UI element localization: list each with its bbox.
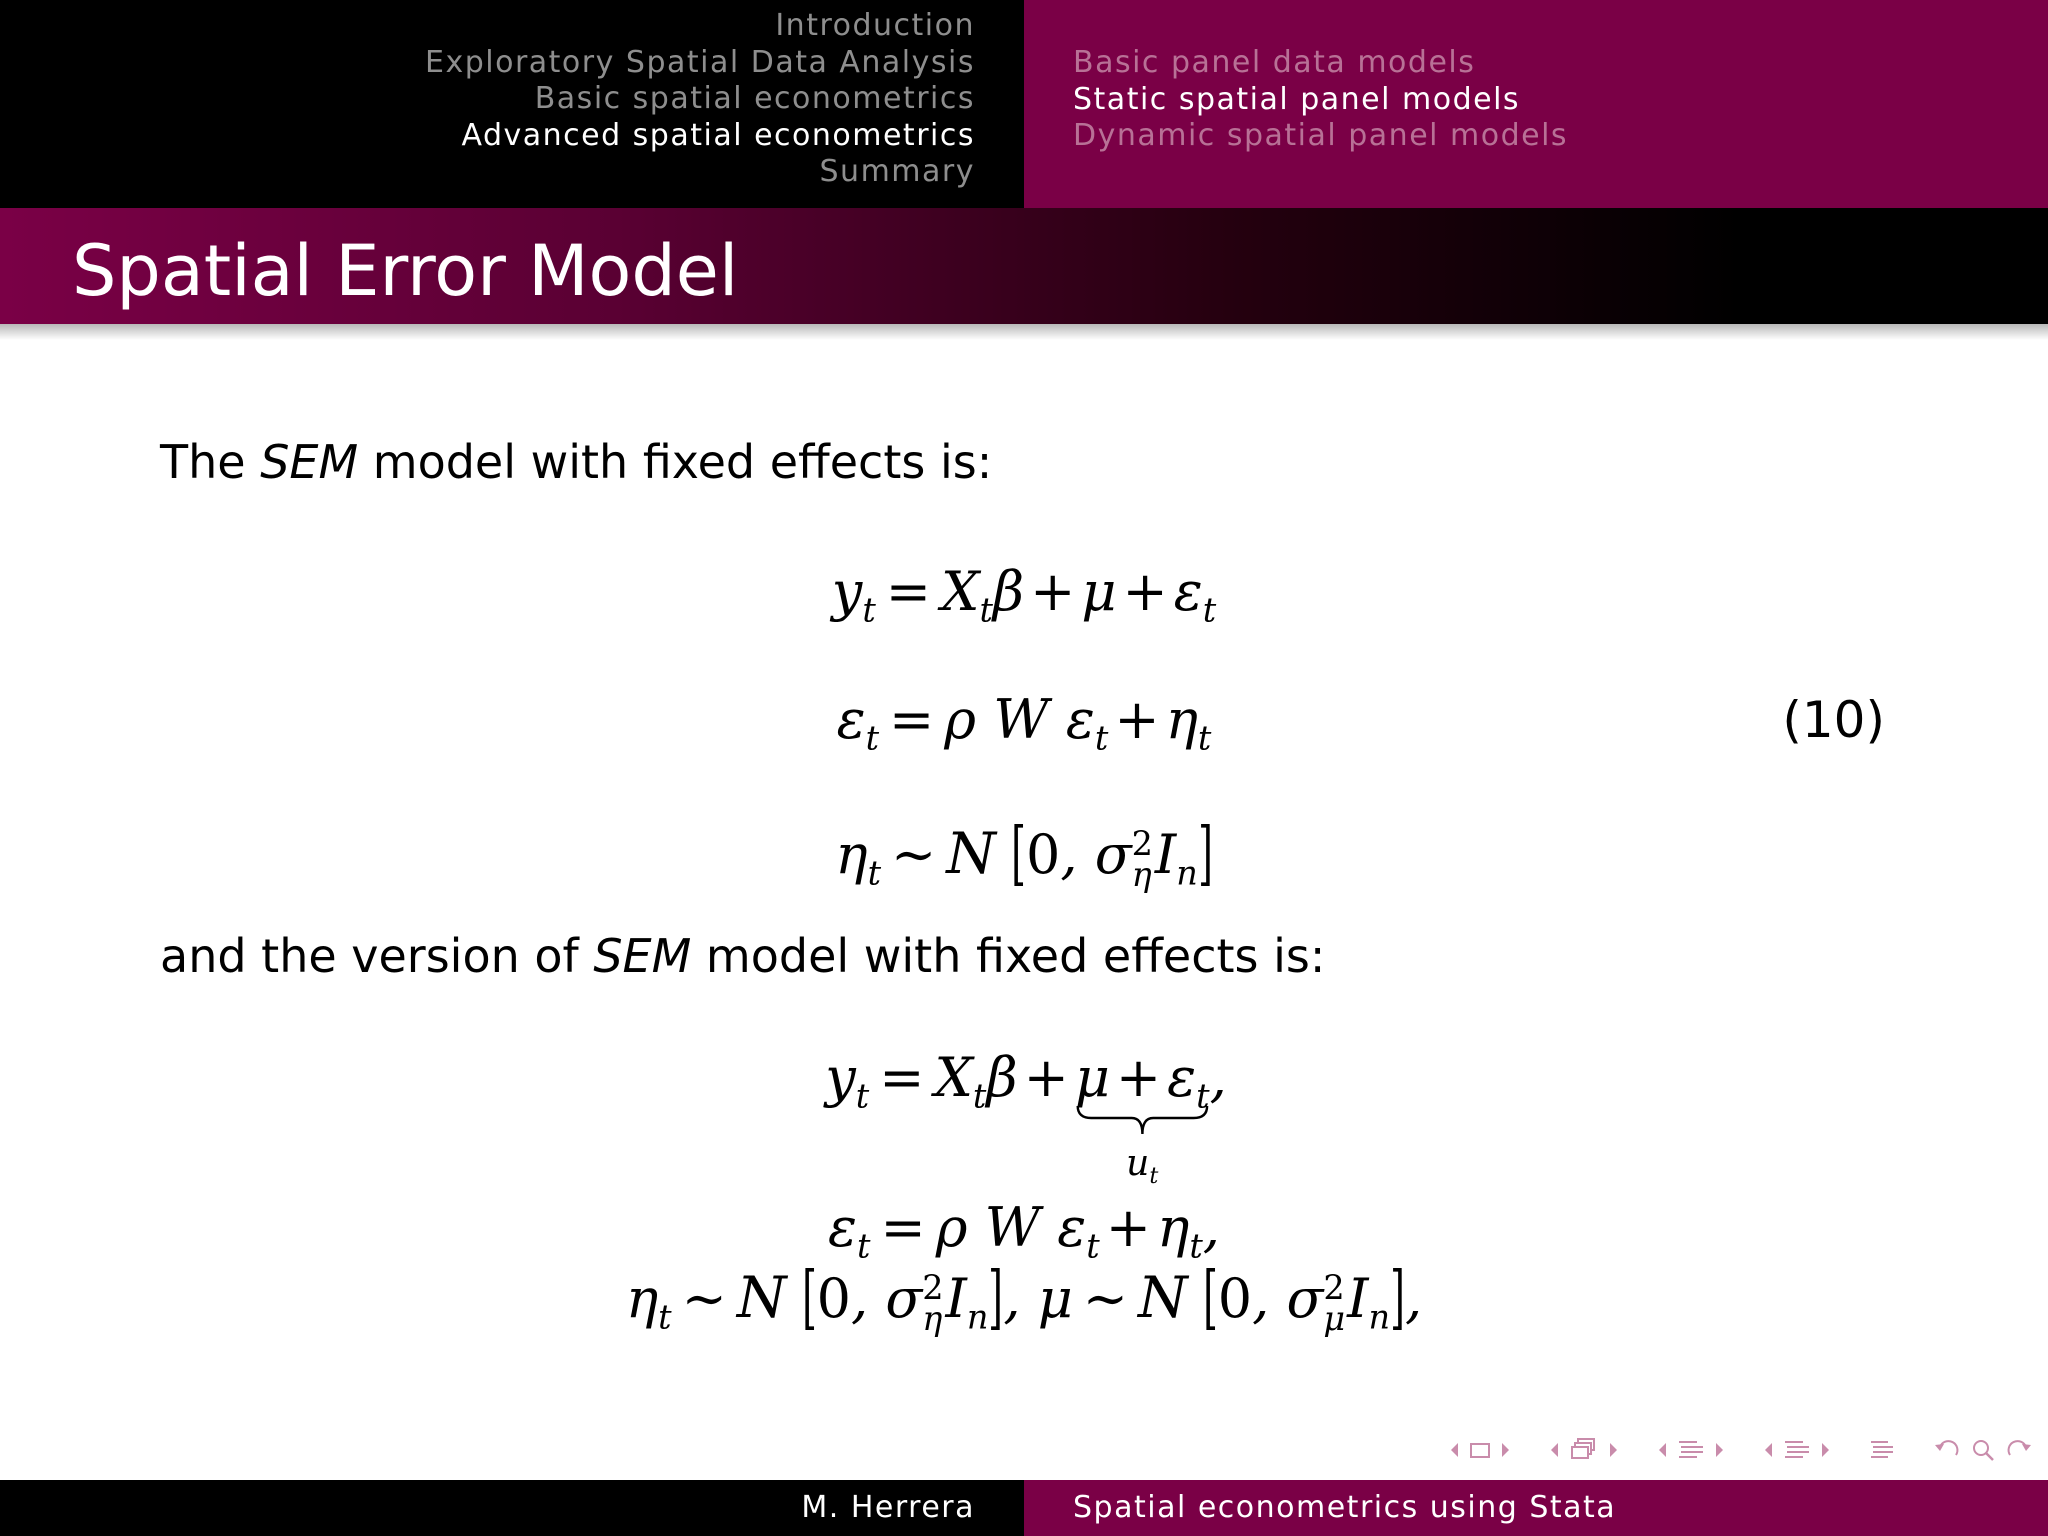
subsection-list (1073, 45, 1568, 155)
underbrace-group: $\mu + \varepsilon_t$ $u_t$ (1074, 1046, 1210, 1189)
arrow-right-icon[interactable] (1714, 1440, 1726, 1460)
nav-section-basic-spatial-econometrics[interactable]: Basic spatial econometrics (534, 81, 975, 117)
footer-author: M. Herrera (801, 1490, 975, 1525)
intro-paragraph (160, 434, 992, 490)
frame-icon[interactable] (1468, 1440, 1492, 1460)
arrow-right-icon[interactable] (1820, 1440, 1832, 1460)
arrow-left-icon[interactable] (1448, 1440, 1460, 1460)
subsection-icon[interactable] (1568, 1436, 1600, 1464)
align-icon[interactable] (1868, 1438, 1896, 1462)
arrow-left-icon[interactable] (1762, 1440, 1774, 1460)
nav-section-summary[interactable]: Summary (819, 154, 975, 190)
version-paragraph (160, 928, 1325, 984)
subsection-navigation (1024, 0, 2048, 208)
section-list (425, 8, 975, 191)
footer-title: Spatial econometrics using Stata (1073, 1490, 1617, 1525)
arrow-left-icon[interactable] (1656, 1440, 1668, 1460)
equation-line-4: $y_t = X_t\beta + \mu + \varepsilon_t$ $u_t$ , (825, 1046, 1227, 1189)
arrow-right-icon[interactable] (1500, 1440, 1512, 1460)
frame-title-bar (0, 208, 2048, 324)
title-shadow (0, 324, 2048, 340)
para1-emphasis: SEM (260, 435, 359, 489)
nav-subsection-static-spatial-panel[interactable]: Static spatial panel models (1073, 81, 1521, 117)
para1-text-after: model with fixed effects is: (358, 435, 993, 489)
para2-text-after: model with fixed effects is: (691, 929, 1326, 983)
beamer-navigation-symbols (1448, 1432, 2034, 1468)
brace-label: u (1126, 1143, 1150, 1184)
footer-title-box (1024, 1480, 2048, 1536)
equation-number: (10) (1782, 691, 1885, 749)
equation-line-3: $\eta_t$ ∼ N [0, σ 2 η $I_n$] (835, 814, 1213, 895)
arrow-right-icon[interactable] (1608, 1440, 1620, 1460)
section-icon[interactable] (1676, 1438, 1706, 1462)
footer-author-box (0, 1480, 1024, 1536)
equation-line-1: $y_t = X_t\beta + \mu + \varepsilon_t$ (831, 560, 1217, 630)
nav-section-advanced-spatial-econometrics[interactable]: Advanced spatial econometrics (461, 117, 975, 153)
nav-subsection-dynamic-spatial-panel[interactable]: Dynamic spatial panel models (1073, 118, 1569, 154)
para2-text-before: and the version of (160, 929, 594, 983)
outline-icon[interactable] (1782, 1438, 1812, 1462)
para2-emphasis: SEM (593, 929, 692, 983)
nav-section-introduction[interactable]: Introduction (775, 8, 975, 43)
para1-text-before: The (160, 435, 261, 489)
nav-subsection-basic-panel[interactable]: Basic panel data models (1073, 45, 1476, 80)
nav-section-esda[interactable]: Exploratory Spatial Data Analysis (425, 44, 975, 80)
equation-line-6: $\eta_t$ ∼ N [0, σ 2 η $I_n$], μ ∼ N [0, σ 2 μ $I_n$], (625, 1258, 1423, 1339)
section-navigation (0, 0, 1024, 208)
equation-line-2: $\varepsilon_t = \rho$ W $\varepsilon_t + \eta_t$ (836, 688, 1212, 758)
redo-icon[interactable] (2004, 1437, 2034, 1463)
arrow-left-icon[interactable] (1548, 1440, 1560, 1460)
undo-icon[interactable] (1932, 1437, 1962, 1463)
underbrace-icon (1075, 1104, 1210, 1140)
equation-line-5: $\varepsilon_t = \rho$ W $\varepsilon_t + \eta_t$, (828, 1196, 1220, 1266)
frame-title: Spatial Error Model (72, 230, 739, 312)
search-icon[interactable] (1970, 1437, 1996, 1463)
